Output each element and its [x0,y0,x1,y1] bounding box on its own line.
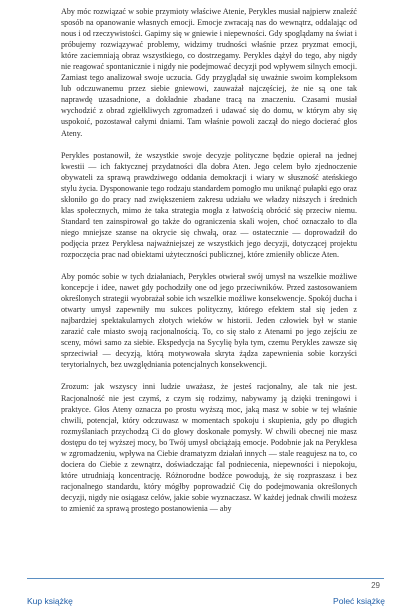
paragraph-gap [61,139,357,150]
page-body [61,6,357,514]
paragraph-gap [61,370,357,381]
page-number: 29 [371,581,380,590]
buy-book-link[interactable]: Kup książkę [27,596,73,606]
paragraph-2: Perykles postanowił, że wszystkie swoje decyzje polityczne będzie opierał na jednej kwestii — ich faktycznej przydatności dla dobra Aten. Jego celem było zjednoczenie obywateli za sprawą prawdziwego oddania demokracji i wiary w słuszność ateńskiego stylu życia. Dysponowanie tego rodzaju standardem pomogło mu uniknąć pułapki ego oraz skłoniło go do pracy nad zwiększeniem zakresu udziału we władzy niższych i średnich klas społecznych, mimo że taka strategia mogła z łatwością obrócić się przeciw niemu. Standard ten zainspirował go także do ograniczenia skali wojen, choć oznaczało to dla niego mniejsze szanse na okrycie się chwałą, oraz — ostatecznie — doprowadził do podjęcia przez Peryklesa najważniejszej ze wszystkich jego decyzji, dotyczącej projektu rozpoczęcia prac nad obiektami użyteczności publicznej, które zmieniły oblicze Aten. [61,150,357,259]
recommend-book-link[interactable]: Poleć książkę [333,596,385,606]
paragraph-gap [61,260,357,271]
paragraph-3: Aby pomóc sobie w tych działaniach, Perykles otwierał swój umysł na wszelkie możliwe koncepcje i idee, nawet gdy pochodziły one od jego przeciwników. Przed zastosowaniem określonych strategii wyobrażał sobie ich wszelkie możliwe konsekwencje. Spokój ducha i otwarty umysł zapewniły mu sukces polityczny, którego efektem stał się jeden z najbardziej spektakularnych złotych wieków w historii. Jeden człowiek był w stanie zarazić całe miasto swoją racjonalnością. To, co się stało z Atenami po jego zejściu ze sceny, mówi samo za siebie. Ekspedycja na Sycylię była tym, czemu Perykles zawsze się sprzeciwiał — decyzją, którą motywowała skryta żądza zapewnienia sobie korzyści terytorialnych, bez uwzględniania potencjalnych konsekwencji. [61,272,357,370]
footer-divider [27,578,384,579]
paragraph-1: Aby móc rozwiązać w sobie przymioty właściwe Atenie, Perykles musiał najpierw znaleźć sposób na opanowanie własnych emocji. Emocje zwracają nas do wewnątrz, oddalając od nous i od rzeczywistości. Gapimy się w gniewie i niepewności. Gdy spoglądamy na świat i próbujemy rozwiązywać problemy, widzimy trudności właśnie przez pryzmat emocji, które zaciemniają obraz wszystkiego, co dostrzegamy. Perykles dążył do tego, aby nigdy nie reagować spontanicznie i nigdy nie podejmować decyzji pod wpływem silnych emocji. Zamiast tego analizował swoje uczucia. Gdy przyglądał się uważnie swoim kompleksom lub odczuwanemu przez siebie gniewowi, zauważał najczęściej, że nie są one tak naprawdę uzasadnione, a dokładnie zbadane tracą na znaczeniu. Czasami musiał wychodzić z obrad zgiełkliwych zgromadzeń i udawać się do domu, w którym aby się uspokoić, pozostawał całymi dniami. Tam właśnie powoli zaczął do niego docierać głos Ateny. [61,7,357,138]
paragraph-4: Zrozum: jak wszyscy inni ludzie uważasz, że jesteś racjonalny, ale tak nie jest. Racjonalność nie jest czymś, z czym się rodzimy, nabywamy ją dzięki treningowi i praktyce. Głos Ateny oznacza po prostu wyższą moc, jaką masz w sobie w tej właśnie chwili, potencjał, który odczuwasz w momentach spokoju i skupienia, gdy po długich rozmyślaniach przychodzą Ci do głowy doskonałe pomysły. W chwili obecnej nie masz dostępu do tej wyższej mocy, bo Twój umysł obciążają emocje. Podobnie jak na Peryklesa w zgromadzeniu, wpływa na Ciebie dramatyzm działań innych — stale reagujesz na to, co dociera do Ciebie z zewnątrz, doświadczając fal podniecenia, niepewności i niepokoju, które utrudniają koncentrację. Różnorodne bodźce powodują, że się rozpraszasz i bez racjonalnego standardu, który mógłby poprowadzić Cię do podejmowania określonych decyzji, nigdy nie osiągasz celów, jakie sobie wyznaczasz. W każdej jednak chwili możesz to zmienić za sprawą prostego postanowienia — aby [61,382,357,513]
